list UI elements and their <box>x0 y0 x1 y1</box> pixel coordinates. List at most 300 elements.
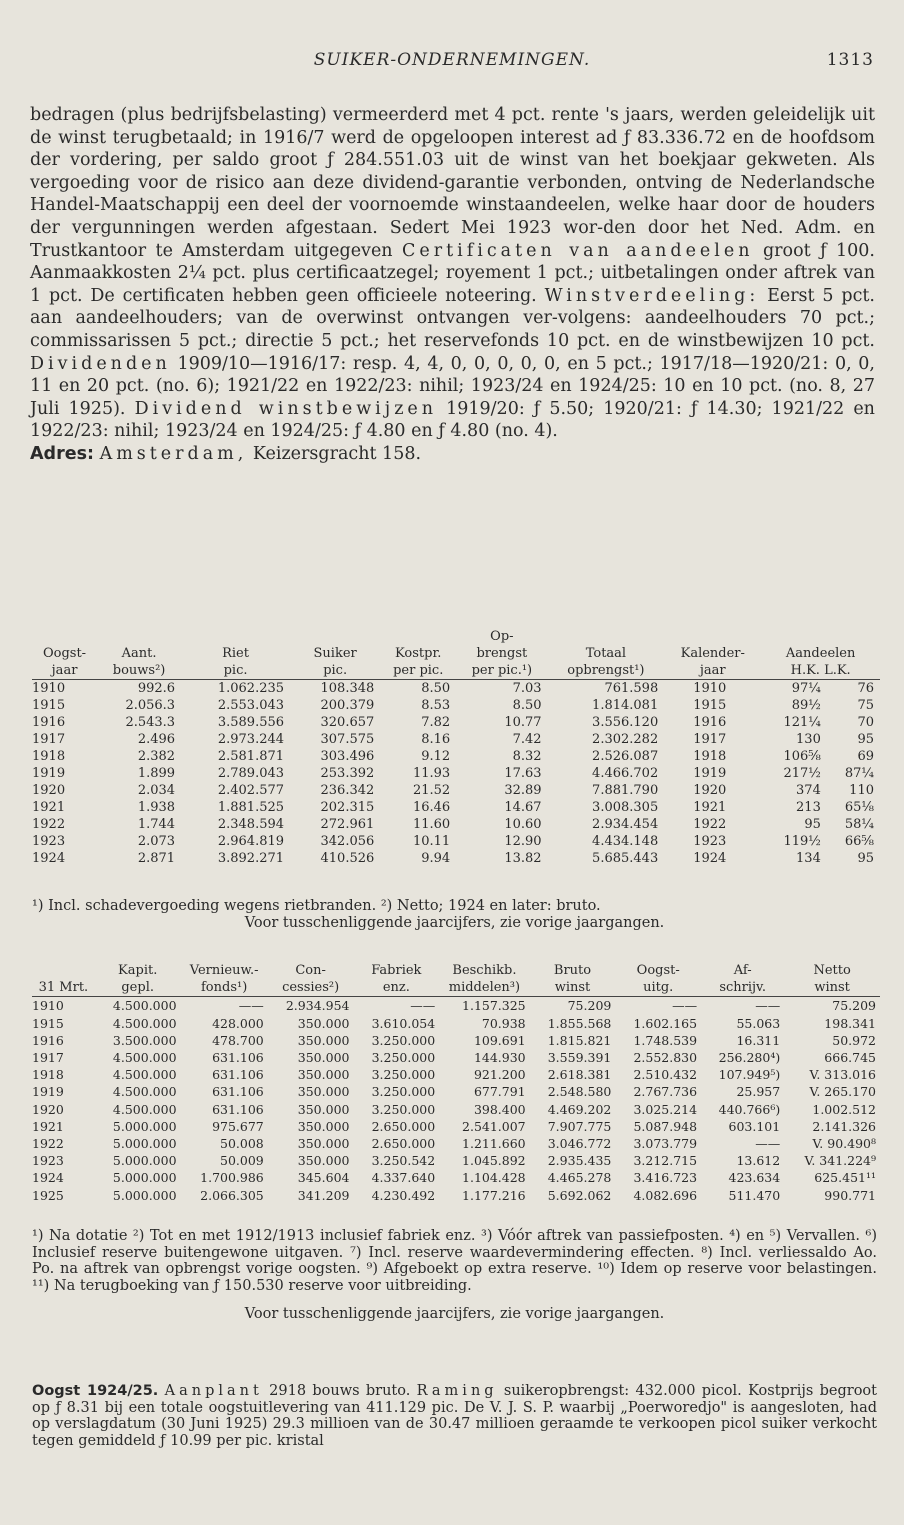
table2-footnote: ¹) Na dotatie ²) Tot en met 1912/1913 inclusief fabriek enz. ³) Vóór aftrek van passiefposten. ⁴) en ⁵) Vervallen. ⁶) Inclusief reserve buitengewone uitgaven. ⁷) Incl. reserve waardevermindering effecten. ⁸) Incl. verliessaldo Ao. Po. na aftrek van opbrengst vorige oogsten. ⁹) Afgeboekt op extra reserve. ¹⁰) Idem op reserve voor belastingen. ¹¹) Na terugboeking van ƒ 150.530 reserve voor uitbreiding. <box>32 1228 877 1294</box>
table1-cell: 1920 <box>32 783 66 798</box>
table1-cell: 108.348 <box>320 681 375 696</box>
table2-cell: 350.000 <box>297 1153 350 1169</box>
table2-header-line: middelen³) <box>448 980 521 996</box>
table2-cell: 3.046.772 <box>547 1136 612 1152</box>
body-text-part3: Eerst 5 pct. aan aandeelhouders; van de overwinst ontvangen ver-volgens: aandeelhouders 70 pct.; commissarissen 5 pct.; directie 5 pct.; het reservefonds 10 pct. en de winstbewijzen 10 pct. <box>30 285 875 351</box>
table2-cell: 341.209 <box>297 1187 350 1203</box>
table2-cell: 4.469.202 <box>547 1101 612 1117</box>
table1-cell: 3.556.120 <box>592 715 659 730</box>
table1-note: Voor tusschenliggende jaarcijfers, zie vorige jaargangen. <box>244 914 665 931</box>
table1-cell: 87¼ <box>844 766 874 781</box>
table2-cell: 1.045.892 <box>462 1153 526 1169</box>
table1-cell: 70 <box>857 715 874 730</box>
table1-cell: 1918 <box>693 749 727 764</box>
table2-header-line: schrijv. <box>719 980 766 996</box>
production-table-header <box>32 628 880 680</box>
table1-cell: 89½ <box>791 698 821 713</box>
table1-header-line: Oogst- <box>42 646 87 661</box>
table2-cell: 2.618.381 <box>547 1067 612 1083</box>
production-table-row <box>32 850 880 867</box>
adres-label: Adres: <box>30 443 94 464</box>
table2-cell: 3.416.723 <box>633 1170 698 1186</box>
table2-header-line: Fabriek <box>371 963 422 978</box>
table2-cell: —— <box>238 998 264 1014</box>
table1-cell: 7.82 <box>421 715 451 730</box>
table1-header-line: Aandeelen <box>785 646 856 661</box>
table2-cell: 3.073.779 <box>633 1136 698 1152</box>
table1-cell: 2.973.244 <box>217 732 285 747</box>
table2-header-cell <box>615 962 701 997</box>
table2-cell: 2.935.435 <box>547 1153 612 1169</box>
adres-city: Amsterdam, <box>99 443 248 464</box>
table1-header-cell <box>761 628 880 680</box>
table1-cell: 21.52 <box>412 783 451 798</box>
table2-cell: 398.400 <box>473 1101 526 1117</box>
table2-cell: 4.465.278 <box>547 1170 612 1186</box>
table1-cell: 2.964.819 <box>217 834 285 849</box>
table2-cell: 631.106 <box>212 1101 264 1117</box>
table1-cell: 2.581.871 <box>217 749 285 764</box>
production-table-row <box>32 765 880 782</box>
oogst-text-part2: suikeropbrengst: 432.000 picol. Kostprijs begroot op ƒ 8.31 bij een totale oogstuitlevering van 411.129 pic. De V. J. S. P. waarbij „Poerworedjo" is aangesloten, had op verslagdatum (30 Juni 1925) 29.3 millioen van de 30.47 millioen geraamde te verkoopen picol suiker verkocht tegen gemiddeld ƒ 10.99 per pic. kristal <box>32 1383 877 1449</box>
table1-header-line: jaar <box>699 663 726 678</box>
production-table-body <box>32 680 880 868</box>
body-text-part5: 1919/20: ƒ 5.50; 1920/21: ƒ 14.30; 1921/22 en 1922/23: nihil; 1923/24 en 1924/25: ƒ 4.80 en ƒ 4.80 (no. 4). <box>30 398 875 442</box>
table1-cell: 11.93 <box>412 766 451 781</box>
table2-header-line: 31 Mrt. <box>38 980 89 996</box>
table1-header-line: Kalender- <box>680 646 745 661</box>
table1-cell: 217½ <box>783 766 821 781</box>
table1-header-line: Suiker <box>313 646 357 661</box>
table2-cell: 350.000 <box>297 1118 350 1134</box>
dividend-winstbewijzen-label: Dividend winstbewijzen <box>134 398 438 419</box>
table1-cell: 17.63 <box>504 766 542 781</box>
table1-cell: 10.77 <box>504 715 542 730</box>
table2-header-cell <box>784 962 880 997</box>
page-header <box>0 50 904 78</box>
table1-cell: 410.526 <box>320 851 375 866</box>
table1-cell: 7.881.790 <box>592 783 659 798</box>
table1-cell: 11.60 <box>412 817 451 832</box>
table2-header-cell <box>701 962 784 997</box>
table2-cell: 75.209 <box>567 998 612 1014</box>
table1-cell: 1919 <box>32 766 66 781</box>
table2-cell: 631.106 <box>212 1050 264 1066</box>
table1-cell: 95 <box>857 851 874 866</box>
table1-cell: 1916 <box>693 715 727 730</box>
table1-cell: 1923 <box>32 834 66 849</box>
table2-cell: 2.541.007 <box>462 1118 526 1134</box>
table2-cell: 70.938 <box>481 1015 526 1031</box>
table1-header-line: per pic. <box>393 663 444 678</box>
financial-table-row <box>32 1118 880 1135</box>
table2-cell: 350.000 <box>297 1050 350 1066</box>
table2-header-line: gepl. <box>121 980 154 996</box>
table2-cell: 5.692.062 <box>547 1187 612 1203</box>
table1-cell: 2.496 <box>137 732 176 747</box>
table1-cell: 119½ <box>783 834 821 849</box>
table1-header-line: jaar <box>51 663 78 678</box>
table2-cell: 1915 <box>32 1015 64 1031</box>
table2-cell: 50.009 <box>220 1153 264 1169</box>
table2-cell: 198.341 <box>824 1015 876 1031</box>
table2-cell: 921.200 <box>473 1067 526 1083</box>
table2-header-line: Netto <box>813 963 851 978</box>
table2-cell: 428.000 <box>212 1015 264 1031</box>
table1-cell: 69 <box>857 749 874 764</box>
table2-cell: 4.500.000 <box>112 998 177 1014</box>
table2-cell: 423.634 <box>728 1170 781 1186</box>
table2-cell: 5.000.000 <box>112 1187 177 1203</box>
table1-cell: 10.11 <box>412 834 451 849</box>
table2-cell: 1924 <box>32 1170 64 1186</box>
table2-note: Voor tusschenliggende jaarcijfers, zie vorige jaargangen. <box>244 1306 665 1322</box>
table1-cell: 2.382 <box>137 749 176 764</box>
table1-cell: 1918 <box>32 749 66 764</box>
table1-cell: 303.496 <box>320 749 375 764</box>
table1-cell: 130 <box>796 732 821 747</box>
table1-cell: 12.90 <box>504 834 542 849</box>
table2-cell: 3.250.000 <box>371 1084 436 1100</box>
table1-header-line: Totaal <box>585 646 627 661</box>
table2-cell: 631.106 <box>212 1084 264 1100</box>
production-table-row <box>32 731 880 748</box>
financial-table-row <box>32 1135 880 1152</box>
table1-cell: 2.934.454 <box>592 817 659 832</box>
financial-table-row <box>32 1032 880 1049</box>
table2-cell: 7.907.775 <box>547 1118 612 1134</box>
table1-cell: 97¼ <box>791 681 821 696</box>
table2-header-cell <box>439 962 529 997</box>
financial-table-row <box>32 997 880 1015</box>
table2-cell: —— <box>672 998 698 1014</box>
table2-cell: 350.000 <box>297 1136 350 1152</box>
table2-cell: 5.000.000 <box>112 1136 177 1152</box>
table2-header-cell <box>32 962 95 997</box>
financial-table-header <box>32 962 880 997</box>
table1-cell: 253.392 <box>320 766 375 781</box>
table1-cell: 1916 <box>32 715 66 730</box>
table1-cell: 121¼ <box>783 715 821 730</box>
table1-cell: 1922 <box>32 817 66 832</box>
table2-cell: 4.500.000 <box>112 1067 177 1083</box>
table1-cell: 9.94 <box>421 851 451 866</box>
production-table-row <box>32 748 880 765</box>
table2-cell: V. 90.490⁸ <box>812 1136 876 1152</box>
table1-cell: 307.575 <box>320 732 375 747</box>
table1-header-line: H.K. L.K. <box>790 663 851 678</box>
table2-cell: 511.470 <box>728 1187 781 1203</box>
oogst-paragraph <box>32 1383 877 1449</box>
table2-cell: 2.066.305 <box>200 1187 264 1203</box>
financial-table-body <box>32 997 880 1204</box>
table1-header-line: Kostpr. <box>395 646 442 661</box>
table2-header-line: Af- <box>733 963 752 978</box>
table2-header-line: Bruto <box>553 963 592 978</box>
table1-cell: 106⅝ <box>783 749 821 764</box>
body-paragraph <box>30 104 875 466</box>
table2-cell: 5.000.000 <box>112 1153 177 1169</box>
table2-cell: 5.000.000 <box>112 1118 177 1134</box>
table1-cell: 272.961 <box>320 817 375 832</box>
table1-cell: 2.402.577 <box>217 783 285 798</box>
table2-header-line: Vernieuw.- <box>189 963 259 978</box>
table2-footnote-block <box>32 1228 877 1323</box>
table1-cell: 8.50 <box>512 698 542 713</box>
table2-cell: 75.209 <box>832 998 876 1014</box>
table1-cell: 1.938 <box>137 800 176 815</box>
table2-cell: V. 313.016 <box>809 1067 876 1083</box>
table1-cell: 13.82 <box>504 851 542 866</box>
table2-cell: 1.002.512 <box>812 1101 876 1117</box>
table1-header-cell <box>664 628 761 680</box>
table1-header-cell <box>548 628 665 680</box>
table2-cell: 3.559.391 <box>547 1050 612 1066</box>
table2-cell: 440.766⁶) <box>718 1101 781 1117</box>
table1-cell: 1923 <box>693 834 727 849</box>
table2-cell: 5.000.000 <box>112 1170 177 1186</box>
table2-header-line: winst <box>814 980 850 996</box>
table2-cell: 1918 <box>32 1067 64 1083</box>
table1-cell: 1.814.081 <box>592 698 659 713</box>
winstverdeeling-label: Winstverdeeling: <box>544 285 760 306</box>
table1-cell: 4.466.702 <box>592 766 659 781</box>
table2-cell: 2.767.736 <box>633 1084 698 1100</box>
table1-header-cell <box>380 628 456 680</box>
table2-header-line: winst <box>554 980 591 996</box>
table2-cell: 50.972 <box>832 1032 876 1048</box>
table1-cell: 374 <box>796 783 821 798</box>
production-table <box>32 628 880 867</box>
table1-cell: 2.034 <box>137 783 176 798</box>
table1-cell: 75 <box>857 698 874 713</box>
certificaten-label: Certificaten van aandeelen <box>402 240 754 261</box>
table1-cell: 1919 <box>693 766 727 781</box>
financial-table-row <box>32 1187 880 1204</box>
table1-cell: 58¼ <box>844 817 874 832</box>
table2-cell: 350.000 <box>297 1084 350 1100</box>
table1-cell: 7.03 <box>512 681 542 696</box>
table2-cell: 5.087.948 <box>633 1118 698 1134</box>
production-table-row <box>32 799 880 816</box>
table2-cell: 109.691 <box>473 1032 526 1048</box>
table2-cell: 55.063 <box>736 1015 781 1031</box>
table1-cell: 2.302.282 <box>592 732 659 747</box>
table1-cell: 1920 <box>693 783 727 798</box>
table1-cell: 1910 <box>693 681 727 696</box>
table1-cell: 213 <box>796 800 821 815</box>
financial-table-row <box>32 1152 880 1169</box>
table1-cell: 1921 <box>32 800 66 815</box>
table2-header-line: Kapit. <box>118 963 158 978</box>
table1-header-line: brengst <box>476 646 528 661</box>
table2-cell: 3.250.000 <box>371 1032 436 1048</box>
table2-cell: 16.311 <box>736 1032 781 1048</box>
table2-cell: 350.000 <box>297 1032 350 1048</box>
table2-cell: 350.000 <box>297 1015 350 1031</box>
table2-cell: 1.855.568 <box>547 1015 612 1031</box>
table1-header-cell <box>181 628 290 680</box>
table2-cell: 2.650.000 <box>371 1136 436 1152</box>
table1-cell: 7.42 <box>512 732 542 747</box>
table1-cell: 1910 <box>32 681 66 696</box>
table2-cell: V. 341.224⁹ <box>804 1153 876 1169</box>
table2-cell: 1922 <box>32 1136 64 1152</box>
table2-header-cell <box>181 962 268 997</box>
adres-street: Keizersgracht 158. <box>252 443 422 464</box>
table1-cell: 8.16 <box>421 732 451 747</box>
table1-cell: 76 <box>857 681 874 696</box>
table1-cell: 1.062.235 <box>217 681 285 696</box>
table2-cell: 2.510.432 <box>633 1067 698 1083</box>
financial-table-row <box>32 1101 880 1118</box>
table2-cell: 1.211.660 <box>462 1136 526 1152</box>
table2-header-cell <box>353 962 439 997</box>
table2-cell: 3.250.000 <box>371 1101 436 1117</box>
running-title: SUIKER-ONDERNEMINGEN. <box>313 50 591 70</box>
table1-cell: 761.598 <box>604 681 659 696</box>
table2-cell: 4.337.640 <box>371 1170 436 1186</box>
financial-table-row <box>32 1169 880 1186</box>
table2-cell: 1.748.539 <box>633 1032 698 1048</box>
table2-cell: 1923 <box>32 1153 64 1169</box>
table2-cell: 1.602.165 <box>633 1015 698 1031</box>
table1-cell: 1917 <box>693 732 727 747</box>
table1-cell: 3.008.305 <box>592 800 659 815</box>
table1-cell: 236.342 <box>320 783 375 798</box>
table2-cell: 4.082.696 <box>633 1187 698 1203</box>
table2-cell: 144.930 <box>473 1050 526 1066</box>
table2-cell: 3.025.214 <box>633 1101 698 1117</box>
table2-cell: 1916 <box>32 1032 64 1048</box>
table1-cell: 65⅛ <box>844 800 874 815</box>
table1-cell: 992.6 <box>137 681 176 696</box>
table1-cell: 2.056.3 <box>125 698 176 713</box>
table1-cell: 1917 <box>32 732 66 747</box>
table2-header-line: Oogst- <box>636 963 680 978</box>
table2-cell: 2.934.954 <box>285 998 350 1014</box>
table1-cell: 2.348.594 <box>217 817 285 832</box>
table1-header-line: pic. <box>223 663 248 678</box>
table1-cell: 9.12 <box>421 749 451 764</box>
table1-cell: 95 <box>804 817 821 832</box>
table1-footnote: ¹) Incl. schadevergoeding wegens rietbranden. ²) Netto; 1924 en later: bruto. <box>32 898 601 914</box>
table2-cell: 2.548.580 <box>547 1084 612 1100</box>
table1-cell: 342.056 <box>320 834 375 849</box>
table1-header-line: Aant. <box>121 646 157 661</box>
table2-header-cell <box>530 962 616 997</box>
table1-header-cell <box>32 628 97 680</box>
table2-cell: 2.141.326 <box>812 1118 876 1134</box>
production-table-row <box>32 782 880 799</box>
table1-cell: 2.543.3 <box>125 715 176 730</box>
table1-cell: 4.434.148 <box>592 834 659 849</box>
table2-cell: 3.250.000 <box>371 1067 436 1083</box>
table1-header-cell <box>456 628 547 680</box>
table2-cell: 677.791 <box>473 1084 526 1100</box>
table2-cell: 1921 <box>32 1118 64 1134</box>
table2-cell: 1.104.428 <box>462 1170 526 1186</box>
table2-cell: 2.650.000 <box>371 1118 436 1134</box>
table2-cell: 4.500.000 <box>112 1050 177 1066</box>
table1-cell: 1915 <box>693 698 727 713</box>
table2-cell: 1920 <box>32 1101 64 1117</box>
financial-table <box>32 962 880 1204</box>
table1-cell: 8.50 <box>421 681 451 696</box>
table1-header-line: per pic.¹) <box>471 663 533 678</box>
table1-cell: 2.871 <box>137 851 176 866</box>
financial-table-row <box>32 1049 880 1066</box>
table2-cell: 1910 <box>32 998 64 1014</box>
table2-cell: 975.677 <box>212 1118 264 1134</box>
table2-header-line: uitg. <box>643 980 674 996</box>
table2-header-line: fonds¹) <box>201 980 248 996</box>
table1-header-cell <box>290 628 380 680</box>
table2-cell: 3.500.000 <box>112 1032 177 1048</box>
table2-cell: 4.500.000 <box>112 1084 177 1100</box>
table2-cell: 1919 <box>32 1084 64 1100</box>
table1-cell: 202.315 <box>320 800 375 815</box>
table1-cell: 10.60 <box>504 817 542 832</box>
table1-header-line: pic. <box>323 663 348 678</box>
table1-cell: 1.744 <box>137 817 176 832</box>
table2-header-cell <box>95 962 181 997</box>
table2-cell: —— <box>755 1136 781 1152</box>
raming-label: Raming <box>416 1383 498 1399</box>
table1-cell: 32.89 <box>504 783 542 798</box>
table2-cell: —— <box>755 998 781 1014</box>
table2-cell: 4.230.492 <box>371 1187 436 1203</box>
table2-cell: 3.212.715 <box>633 1153 698 1169</box>
table1-header-line: bouws²) <box>112 663 166 678</box>
table1-header-line: opbrengst¹) <box>567 663 645 678</box>
page-number: 1313 <box>826 50 874 70</box>
table1-cell: 3.892.271 <box>217 851 285 866</box>
table1-cell: 2.789.043 <box>217 766 285 781</box>
table1-cell: 2.073 <box>137 834 176 849</box>
dividenden-label: Dividenden <box>30 353 171 374</box>
table2-cell: 350.000 <box>297 1067 350 1083</box>
table2-cell: 1.177.216 <box>462 1187 526 1203</box>
table2-cell: 3.610.054 <box>371 1015 436 1031</box>
table2-cell: 256.280⁴) <box>718 1050 781 1066</box>
table2-cell: 3.250.542 <box>371 1153 436 1169</box>
table2-header-line: cessies²) <box>282 980 340 996</box>
table1-cell: 2.526.087 <box>592 749 659 764</box>
table2-cell: 1.700.986 <box>200 1170 264 1186</box>
table1-cell: 8.32 <box>512 749 542 764</box>
table1-cell: 1915 <box>32 698 66 713</box>
financial-table-row <box>32 1015 880 1032</box>
table2-cell: 1.815.821 <box>547 1032 612 1048</box>
table2-cell: 666.745 <box>824 1050 876 1066</box>
table2-header-line: Beschikb. <box>452 963 517 978</box>
oogst-label: Oogst 1924/25. <box>32 1383 159 1399</box>
table1-cell: 95 <box>857 732 874 747</box>
table1-cell: 1924 <box>693 851 727 866</box>
table2-cell: 478.700 <box>212 1032 264 1048</box>
table1-header-line: Riet <box>222 646 249 661</box>
table2-cell: 990.771 <box>824 1187 876 1203</box>
table1-cell: 200.379 <box>320 698 375 713</box>
table2-cell: 1925 <box>32 1187 64 1203</box>
table2-cell: 350.000 <box>297 1101 350 1117</box>
table1-cell: 134 <box>796 851 821 866</box>
body-text-part2: groot ƒ 100. Aanmaakkosten 2¼ pct. plus certificaatzegel; royement 1 pct.; uitbetalingen onder aftrek van 1 pct. De certificaten hebben geen officieele noteering. <box>30 240 875 306</box>
table2-header-line: enz. <box>382 980 410 996</box>
table1-cell: 1922 <box>693 817 727 832</box>
production-table-row <box>32 697 880 714</box>
